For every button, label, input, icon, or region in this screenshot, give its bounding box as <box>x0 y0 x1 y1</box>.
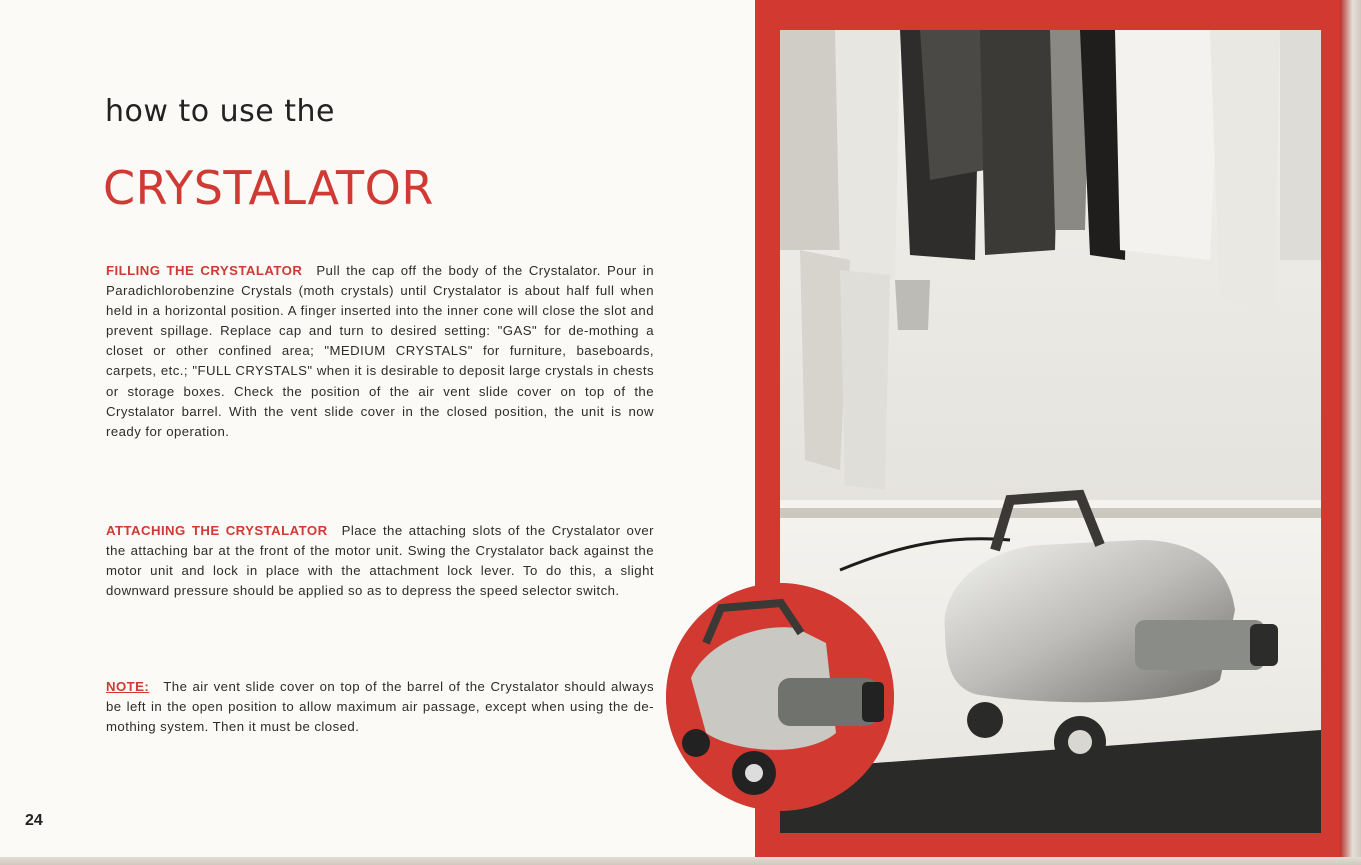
page-number: 24 <box>25 812 43 829</box>
heading-title: CRYSTALATOR <box>103 161 434 215</box>
section-filling <box>106 261 654 442</box>
section-body: Place the attaching slots of the Crystalator over the attaching bar at the front of the motor unit. Swing the Crystalator back against the motor unit and lock in place with the attachment lock lever. To do this, a slight downward pressure should be applied so as to depress the speed selector switch. <box>106 523 654 599</box>
bottom-edge <box>0 857 1361 865</box>
inset-crystalator-illustration <box>666 583 894 811</box>
section-title: ATTACHING THE CRYSTALATOR <box>106 523 328 538</box>
section-body: Pull the cap off the body of the Crystalator. Pour in Paradichlorobenzine Crystals (moth crystals) until Crystalator is about half full when held in a horizontal position. A finger inserted into the inner cone will close the slot and prevent spillage. Replace cap and turn to desired setting: "GAS" for de-mothing a closet or other confined area; "MEDIUM CRYSTALS" for furniture, baseboards, carpets, etc.; "FULL CRYSTALS" when it is desirable to deposit large crystals in chests or storage boxes. Check the position of the air vent slide cover on top of the Crystalator barrel. With the vent slide cover in the closed position, the unit is now ready for operation. <box>106 263 654 439</box>
section-body: The air vent slide cover on top of the barrel of the Crystalator should always be left in the open position to allow maximum air passage, except when using the de-mothing system. Then it must be closed. <box>106 679 654 735</box>
section-attaching <box>106 521 654 601</box>
inset-photo <box>666 583 894 811</box>
section-note <box>106 677 654 737</box>
section-title: FILLING THE CRYSTALATOR <box>106 263 303 278</box>
section-title: NOTE: <box>106 679 150 694</box>
heading-line-1: how to use the <box>105 94 335 129</box>
page-edge <box>1340 0 1361 865</box>
